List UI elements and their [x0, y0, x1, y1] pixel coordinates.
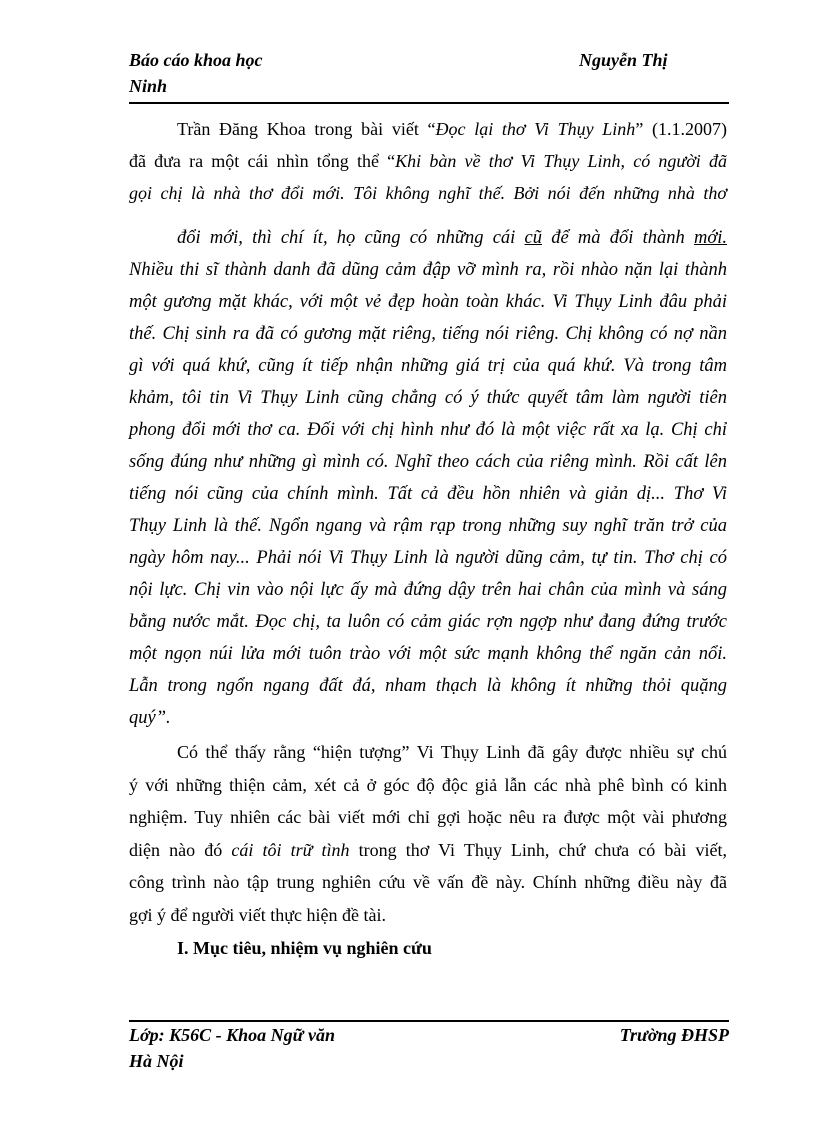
page-footer [129, 1022, 729, 1082]
footer-class: Lớp: K56C - Khoa Ngữ văn [129, 1025, 335, 1045]
quote-line: thế. Chị sinh ra đã có gương mặt riêng, tiếng nói riêng. Chị không có nợ nần [129, 324, 727, 344]
page-header [129, 46, 729, 104]
header-author-continued: Ninh [129, 76, 168, 96]
quote-line: tiếng nói cũng của chính mình. Tất cả đều hồn nhiên và giản dị... Thơ Vi [129, 484, 727, 504]
header-report-title: Báo cáo khoa học [129, 50, 263, 70]
underlined-word-old: cũ [524, 228, 543, 248]
text-line: đã đưa ra một cái nhìn tổng thể “Khi bàn về thơ Vi Thụy Linh, có người đã [129, 151, 727, 171]
section-heading: I. Mục tiêu, nhiệm vụ nghiên cứu [177, 938, 432, 958]
quote-line: gọi chị là nhà thơ đổi mới. Tôi không nghĩ thế. Bởi nói đến những nhà thơ [129, 183, 727, 203]
quote-line: khảm, tôi tin Vi Thụy Linh cũng chẳng có ý thức quyết tâm làm người tiên [129, 388, 727, 408]
footer-city: Hà Nội [129, 1051, 184, 1071]
quote-line: nội lực. Chị vin vào nội lực ấy mà đứng dậy trên hai chân của mình và sáng [129, 580, 727, 600]
quote-line: gì với quá khứ, cũng ít tiếp nhận những giá trị của quá khứ. Và trong tâm [129, 356, 727, 376]
quote-line: đổi mới, thì chí ít, họ cũng có những cái cũ để mà đổi thành mới. [177, 228, 727, 248]
footer-school: Trường ĐHSP [619, 1025, 729, 1045]
header-author: Nguyễn Thị [579, 50, 668, 70]
header-rule [129, 102, 729, 104]
quote-line: Thụy Linh là thế. Ngổn ngang và rậm rạp trong những suy nghĩ trăn trở của [129, 516, 727, 536]
quote-line: Nhiều thi sĩ thành danh đã dũng cảm đập vỡ mình ra, rồi nhào nặn lại thành [129, 260, 727, 280]
quote-line: Lẫn trong ngổn ngang đất đá, nham thạch là không ít những thỏi quặng [129, 676, 727, 696]
quote-line: ngày hôm nay... Phải nói Vi Thụy Linh là người dũng cảm, tự tin. Thơ chị có [129, 548, 727, 568]
text-line: ý với những thiện cảm, xét cả ở góc độ độc giả lẫn các nhà phê bình có kinh [129, 775, 727, 795]
article-title: Đọc lại thơ Vi Thụy Linh [435, 119, 636, 139]
text-line: Có thể thấy rằng “hiện tượng” Vi Thụy Linh đã gây được nhiều sự chú [177, 742, 727, 762]
text-line: công trình nào tập trung nghiên cứu về vấn đề này. Chính những điều này đã [129, 872, 727, 892]
quote-line: phong đổi mới thơ ca. Đối với chị hình như đó là một việc rất xa lạ. Chị chỉ [129, 420, 727, 440]
quote-line: một ngọn núi lửa mới tuôn trào với một sức mạnh không thể ngăn cản nổi. [129, 644, 727, 664]
text-line: diện nào đó cái tôi trữ tình trong thơ Vi Thụy Linh, chứ chưa có bài viết, [129, 840, 727, 860]
italic-term: cái tôi trữ tình [231, 840, 350, 860]
underlined-word-new: mới. [694, 228, 727, 248]
text-line: gợi ý để người viết thực hiện đề tài. [129, 905, 386, 925]
text-line: nghiệm. Tuy nhiên các bài viết mới chỉ gợi hoặc nêu ra được một vài phương [129, 807, 727, 827]
text-line: Trần Đăng Khoa trong bài viết “Đọc lại thơ Vi Thụy Linh” (1.1.2007) [177, 119, 727, 139]
quote-line: bằng nước mắt. Đọc chị, ta luôn có cảm giác rợn ngợp như đang đứng trước [129, 612, 727, 632]
quote-line: một gương mặt khác, với một vẻ đẹp hoàn toàn khác. Vi Thụy Linh đâu phải [129, 292, 727, 312]
quote-line: sống đúng như những gì mình có. Nghĩ theo cách của riêng mình. Rồi cất lên [129, 452, 727, 472]
quote-line: quý”. [129, 708, 171, 728]
